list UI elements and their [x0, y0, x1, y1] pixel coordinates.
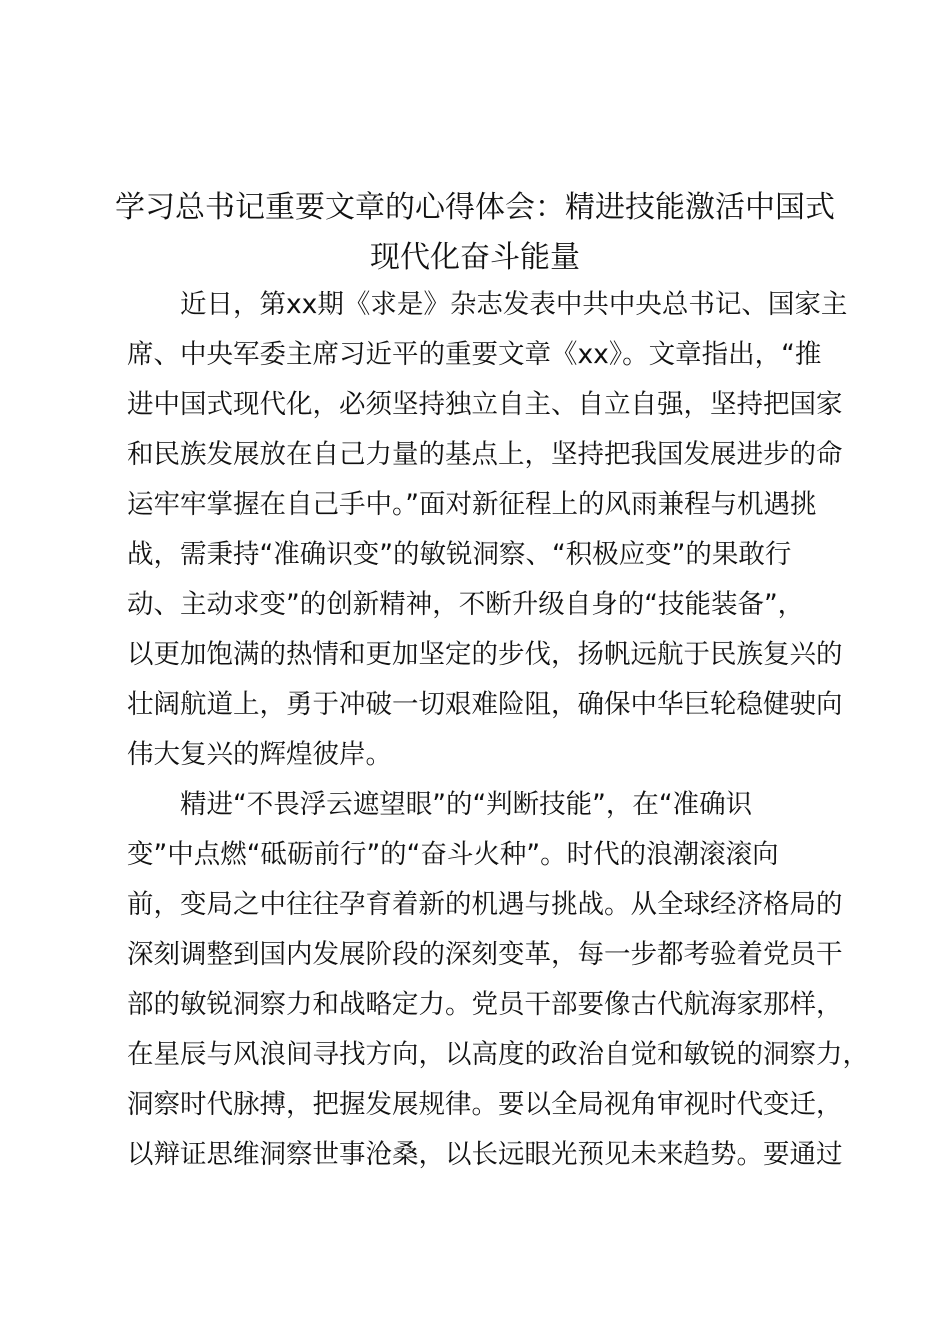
- title-line-2: 现代化奋斗能量: [370, 240, 580, 275]
- paragraph-1: [127, 280, 848, 780]
- paragraph-line: 变”中点燃“砥砺前行”的“奋斗火种”。时代的浪潮滚滚向: [127, 839, 779, 870]
- paragraph-2: [127, 780, 869, 1180]
- paragraph-line: 洞察时代脉搏，把握发展规律。要以全局视角审视时代变迁，: [127, 1089, 843, 1120]
- paragraph-line: 席、中央军委主席习近平的重要文章《xx》。文章指出，“推: [127, 339, 822, 370]
- paragraph-line: 在星辰与风浪间寻找方向，以高度的政治自觉和敏锐的洞察力，: [127, 1039, 869, 1070]
- paragraph-line: 动、主动求变”的创新精神，不断升级自身的“技能装备”，: [127, 589, 805, 620]
- paragraph-line: 以辩证思维洞察世事沧桑，以长远眼光预见未来趋势。要通过: [127, 1139, 843, 1170]
- paragraph-line: 深刻调整到国内发展阶段的深刻变革，每一步都考验着党员干: [127, 939, 843, 970]
- paragraph-line: 前，变局之中往往孕育着新的机遇与挑战。从全球经济格局的: [127, 889, 843, 920]
- paragraph-line: 战，需秉持“准确识变”的敏锐洞察、“积极应变”的果敢行: [127, 539, 792, 570]
- paragraph-line: 以更加饱满的热情和更加坚定的步伐，扬帆远航于民族复兴的: [127, 639, 843, 670]
- paragraph-line: 和民族发展放在自己力量的基点上，坚持把我国发展进步的命: [127, 439, 843, 470]
- paragraph-line: 近日，第xx期《求是》杂志发表中共中央总书记、国家主: [180, 289, 848, 320]
- paragraph-line: 精进“不畏浮云遮望眼”的“判断技能”，在“准确识: [180, 789, 753, 820]
- document-title: [110, 183, 840, 283]
- paragraph-line: 运牢牢掌握在自己手中。”面对新征程上的风雨兼程与机遇挑: [127, 489, 817, 520]
- title-line-1: 学习总书记重要文章的心得体会：精进技能激活中国式: [115, 190, 835, 225]
- paragraph-line: 伟大复兴的辉煌彼岸。: [127, 739, 392, 770]
- paragraph-line: 进中国式现代化，必须坚持独立自主、自立自强，坚持把国家: [127, 389, 843, 420]
- paragraph-line: 壮阔航道上，勇于冲破一切艰难险阻，确保中华巨轮稳健驶向: [127, 689, 843, 720]
- paragraph-line: 部的敏锐洞察力和战略定力。党员干部要像古代航海家那样，: [127, 989, 843, 1020]
